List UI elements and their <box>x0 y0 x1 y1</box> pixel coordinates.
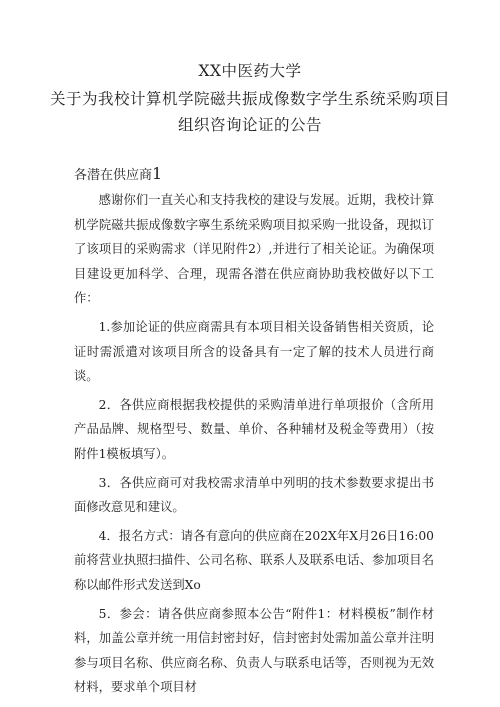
salutation <box>74 164 162 183</box>
university-name: XX中医药大学 <box>198 62 302 80</box>
title-line-3: 组织咨询论证的公告 <box>177 116 322 134</box>
paragraph-item-2: 2．各供应商根据我校提供的采购清单进行单项报价（含所用产品品牌、规格型号、数量、单价、各种辅材及税金等费用）（按附件1模板填写）。 <box>74 397 434 461</box>
paragraph-item-4: 4．报名方式：请各有意向的供应商在202X年X月26日16:00前将营业执照扫描件、公司名称、联系人及联系电话、参加项目名称以邮件形式发送到Xo <box>74 528 434 592</box>
paragraph-item-5: 5．参会：请各供应商参照本公告“附件1：材料模板”制作材料，加盖公章并统一用信封密封好，信封密封处需加盖公章并注明参与项目名称、供应商名称、负责人与联系电话等，否则视为无效材料，要求单个项目材 <box>74 606 434 695</box>
paragraph-item-1: 1.参加论证的供应商需具有本项目相关设备销售相关资质，论证时需派遣对该项目所含的设备具有一定了解的技术人员进行商谈。 <box>74 319 434 384</box>
salutation-text: 各潜在供应商 <box>74 168 153 183</box>
document-body <box>74 188 434 704</box>
title-line-2: 关于为我校计算机学院磁共振成像数字学生系统采购项目 <box>49 90 450 108</box>
paragraph-intro: 感谢你们一直关心和支持我校的建设与发展。近期，我校计算机学院磁共振成像数字寧生系统采购项目拟采购一批设备，现拟订了该项目的采购需求（详见附件2）,并进行了相关论证。为确保项目建设更加科学、合理，现需各潜在供应商协助我校做好以下工作： <box>74 193 434 306</box>
announcement-title <box>0 58 500 138</box>
paragraph-item-3: 3．各供应商可对我校需求清单中列明的技术参数要求提出书面修改意见和建议。 <box>74 475 434 515</box>
salutation-number: 1 <box>152 164 163 183</box>
